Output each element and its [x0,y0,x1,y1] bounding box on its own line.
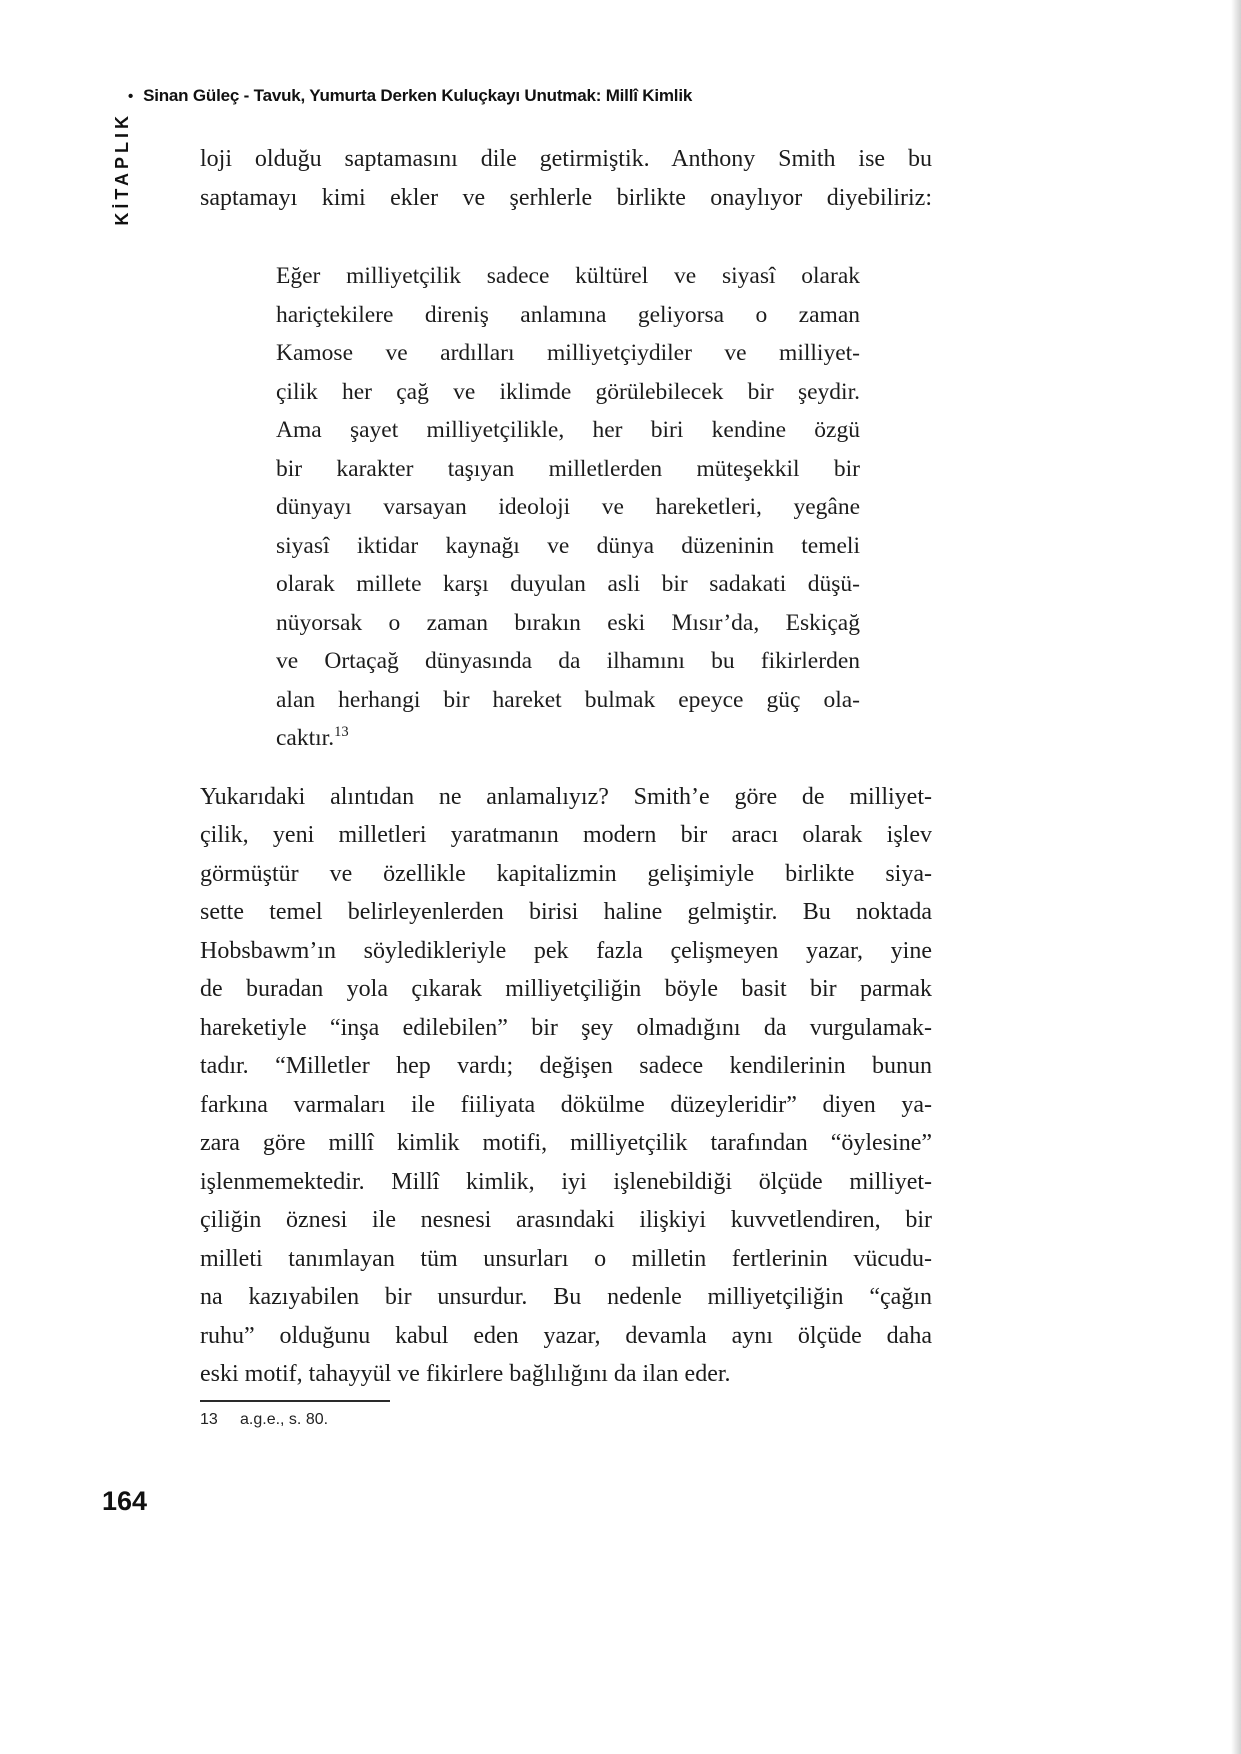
scan-edge-shadow [1231,0,1241,1754]
footnote-area [200,1400,390,1429]
body-text [200,140,932,1394]
text-line: Hobsbawm’ın söyledikleriyle pek fazla çelişmeyen yazar, yine [200,937,932,964]
text-line: siyasî iktidar kaynağı ve dünya düzeninin temeli [276,532,860,559]
text-line: na kazıyabilen bir unsurdur. Bu nedenle milliyetçiliğin “çağın [200,1284,932,1310]
quote-lines [276,257,860,719]
header-separator: - [243,86,254,105]
text-line: saptamayı kimi ekler ve şerhlerle birlikte onaylıyor diyebiliriz: [200,184,932,211]
text-line: tadır. “Milletler hep vardı; değişen sadece kendilerinin bunun [200,1053,932,1079]
text-line: loji olduğu saptamasını dile getirmiştik. Anthony Smith ise bu [200,146,932,172]
text-line: ruhu” olduğunu kabul eden yazar, devamla aynı ölçüde daha [200,1322,932,1349]
quote-last-line-text: caktır. [276,725,335,751]
text-line: Ama şayet milliyetçilikle, her biri kendine özgü [276,417,860,443]
text-line: sette temel belirleyenlerden birisi haline gelmiştir. Bu noktada [200,899,932,925]
text-line: farkına varmaları ile fiiliyata dökülme düzeyleridir” diyen ya- [200,1091,932,1118]
footnote-reference: 13 [334,724,349,741]
text-line: çilik her çağ ve iklimde görülebilecek bir şeydir. [276,378,860,405]
page-number: 164 [102,1486,148,1516]
text-line: Kamose ve ardılları milliyetçiydiler ve milliyet- [276,340,860,366]
text-line: hareketiyle “inşa edilebilen” bir şey olmadığını da vurgulamak- [200,1014,932,1041]
text-line: olarak millete karşı duyulan asli bir sadakati düşü- [276,571,860,597]
page-header [128,86,692,106]
paragraph-commentary-last-line: eski motif, tahayyül ve fikirlere bağlılığını da ilan eder. [200,1361,731,1387]
text-line: bir karakter taşıyan milletlerden müteşekkil bir [276,455,860,482]
quote-last-line [276,719,860,758]
header-author: Sinan Güleç [143,86,240,105]
text-line: Eğer milliyetçilik sadece kültürel ve siyasî olarak [276,263,860,289]
text-line: dünyayı varsayan ideoloji ve hareketleri, yegâne [276,494,860,520]
footnote-separator-rule [200,1400,390,1402]
text-line: milleti tanımlayan tüm unsurları o milletin fertlerinin vücudu- [200,1245,932,1272]
header-bullet-icon: • [128,88,134,105]
footnote-text: a.g.e., s. 80. [240,1411,329,1428]
text-line: hariçtekilere direniş anlamına geliyorsa o zaman [276,301,860,328]
section-label-kitaplik: KİTAPLIK [112,112,132,226]
footnote-number: 13 [200,1411,218,1428]
text-line: Yukarıdaki alıntıdan ne anlamalıyız? Smith’e göre de milliyet- [200,783,932,810]
text-line: zara göre millî kimlik motifi, milliyetçilik tarafından “öylesine” [200,1130,932,1156]
text-line: görmüştür ve özellikle kapitalizmin gelişimiyle birlikte siya- [200,860,932,887]
text-line: ve Ortaçağ dünyasında da ilhamını bu fikirlerden [276,648,860,674]
block-quote [276,257,860,758]
header-book-title: Tavuk, Yumurta Derken Kuluçkayı Unutmak: Millî Kimlik [253,86,693,105]
text-line: çiliğin öznesi ile nesnesi arasındaki ilişkiyi kuvvetlendiren, bir [200,1207,932,1233]
text-line: de buradan yola çıkarak milliyetçiliğin böyle basit bir parmak [200,976,932,1002]
text-line: işlenmemektedir. Millî kimlik, iyi işlenebildiği ölçüde milliyet- [200,1168,932,1195]
paragraph-intro [200,140,932,217]
footnote [200,1411,390,1429]
text-line: nüyorsak o zaman bırakın eski Mısır’da, Eskiçağ [276,609,860,636]
text-line: çilik, yeni milletleri yaratmanın modern bir aracı olarak işlev [200,822,932,848]
paragraph-commentary [200,778,932,1356]
text-line: alan herhangi bir hareket bulmak epeyce güç ola- [276,686,860,713]
